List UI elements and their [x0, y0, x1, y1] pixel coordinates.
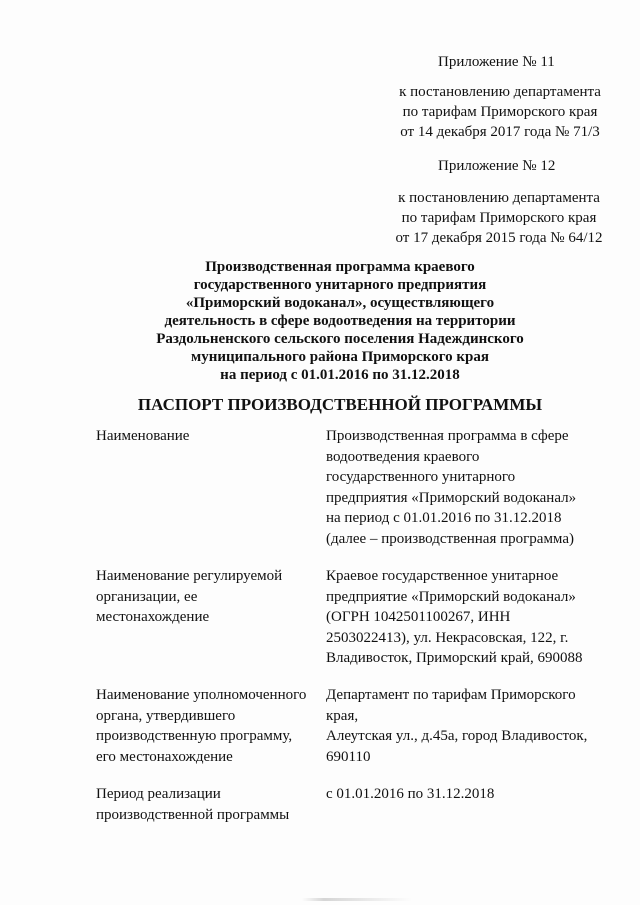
appendix-12-reference: [388, 188, 610, 248]
value-line: (далее – производственная программа): [326, 530, 574, 547]
label-line: производственную программу,: [96, 728, 293, 745]
program-title-line: государственного унитарного предприятия: [193, 277, 487, 293]
row-period-label: [96, 784, 316, 825]
value-line: Краевое государственное унитарное: [326, 568, 559, 584]
passport-heading: ПАСПОРТ ПРОИЗВОДСТВЕННОЙ ПРОГРАММЫ: [137, 395, 543, 414]
row-name-label: [96, 426, 316, 447]
scan-artifact: [302, 898, 412, 901]
label-line: Наименование регулируемой: [96, 568, 283, 584]
value-line: водоотведения краевого: [326, 448, 480, 465]
appendix-12-line: по тарифам Приморского края: [401, 210, 597, 226]
value-line: (ОГРН 1042501100267, ИНН: [326, 609, 511, 626]
value-line: края,: [326, 707, 359, 724]
value-line: Департамент по тарифам Приморского: [326, 687, 576, 703]
appendix-11-line: по тарифам Приморского края: [402, 104, 598, 120]
program-title: [110, 258, 570, 384]
program-title-line: деятельность в сфере водоотведения на территории: [164, 313, 516, 329]
appendix-11-line: к постановлению департамента: [399, 84, 601, 100]
row-organization-label: [96, 566, 316, 628]
value-line: на период с 01.01.2016 по 31.12.2018: [326, 510, 562, 527]
label-line: Наименование уполномоченного: [96, 687, 307, 703]
label-line: Наименование: [96, 428, 190, 444]
value-line: государственного унитарного: [326, 469, 516, 486]
appendix-12-title: Приложение № 12: [438, 158, 556, 174]
row-name-value: [326, 426, 596, 550]
program-title-line: муниципального района Приморского края: [190, 349, 490, 365]
value-line: предприятия «Приморский водоканал»: [326, 489, 577, 506]
program-title-line: Раздольненского сельского поселения Надеждинского: [156, 331, 524, 347]
value-line: Алеутская ул., д.45а, город Владивосток,: [326, 728, 588, 745]
appendix-11-line: от 14 декабря 2017 года № 71/3: [400, 124, 600, 140]
label-line: местонахождение: [96, 609, 210, 626]
label-line: Период реализации: [96, 786, 221, 802]
row-period-value: [326, 784, 596, 805]
value-line: 2503022413), ул. Некрасовская, 122, г.: [326, 629, 569, 646]
label-line: производственной программы: [96, 806, 290, 823]
value-line: 690110: [326, 748, 371, 765]
row-organization-value: [326, 566, 596, 669]
value-line: Производственная программа в сфере: [326, 428, 569, 444]
label-line: его местонахождение: [96, 748, 233, 765]
value-line: Владивосток, Приморский край, 690088: [326, 650, 583, 667]
appendix-11-reference: [390, 82, 610, 142]
value-line: предприятие «Приморский водоканал»: [326, 588, 576, 605]
value-line: с 01.01.2016 по 31.12.2018: [326, 786, 495, 802]
row-authority-value: [326, 685, 596, 767]
label-line: организации, ее: [96, 588, 198, 605]
program-title-line: Производственная программа краевого: [205, 259, 475, 275]
program-title-line: «Приморский водоканал», осуществляющего: [185, 295, 495, 311]
appendix-11-title: Приложение № 11: [438, 54, 555, 70]
label-line: органа, утвердившего: [96, 707, 236, 724]
row-authority-label: [96, 685, 316, 767]
program-title-line: на период с 01.01.2016 по 31.12.2018: [220, 367, 460, 383]
appendix-12-line: от 17 декабря 2015 года № 64/12: [395, 230, 603, 246]
appendix-12-line: к постановлению департамента: [398, 190, 600, 206]
